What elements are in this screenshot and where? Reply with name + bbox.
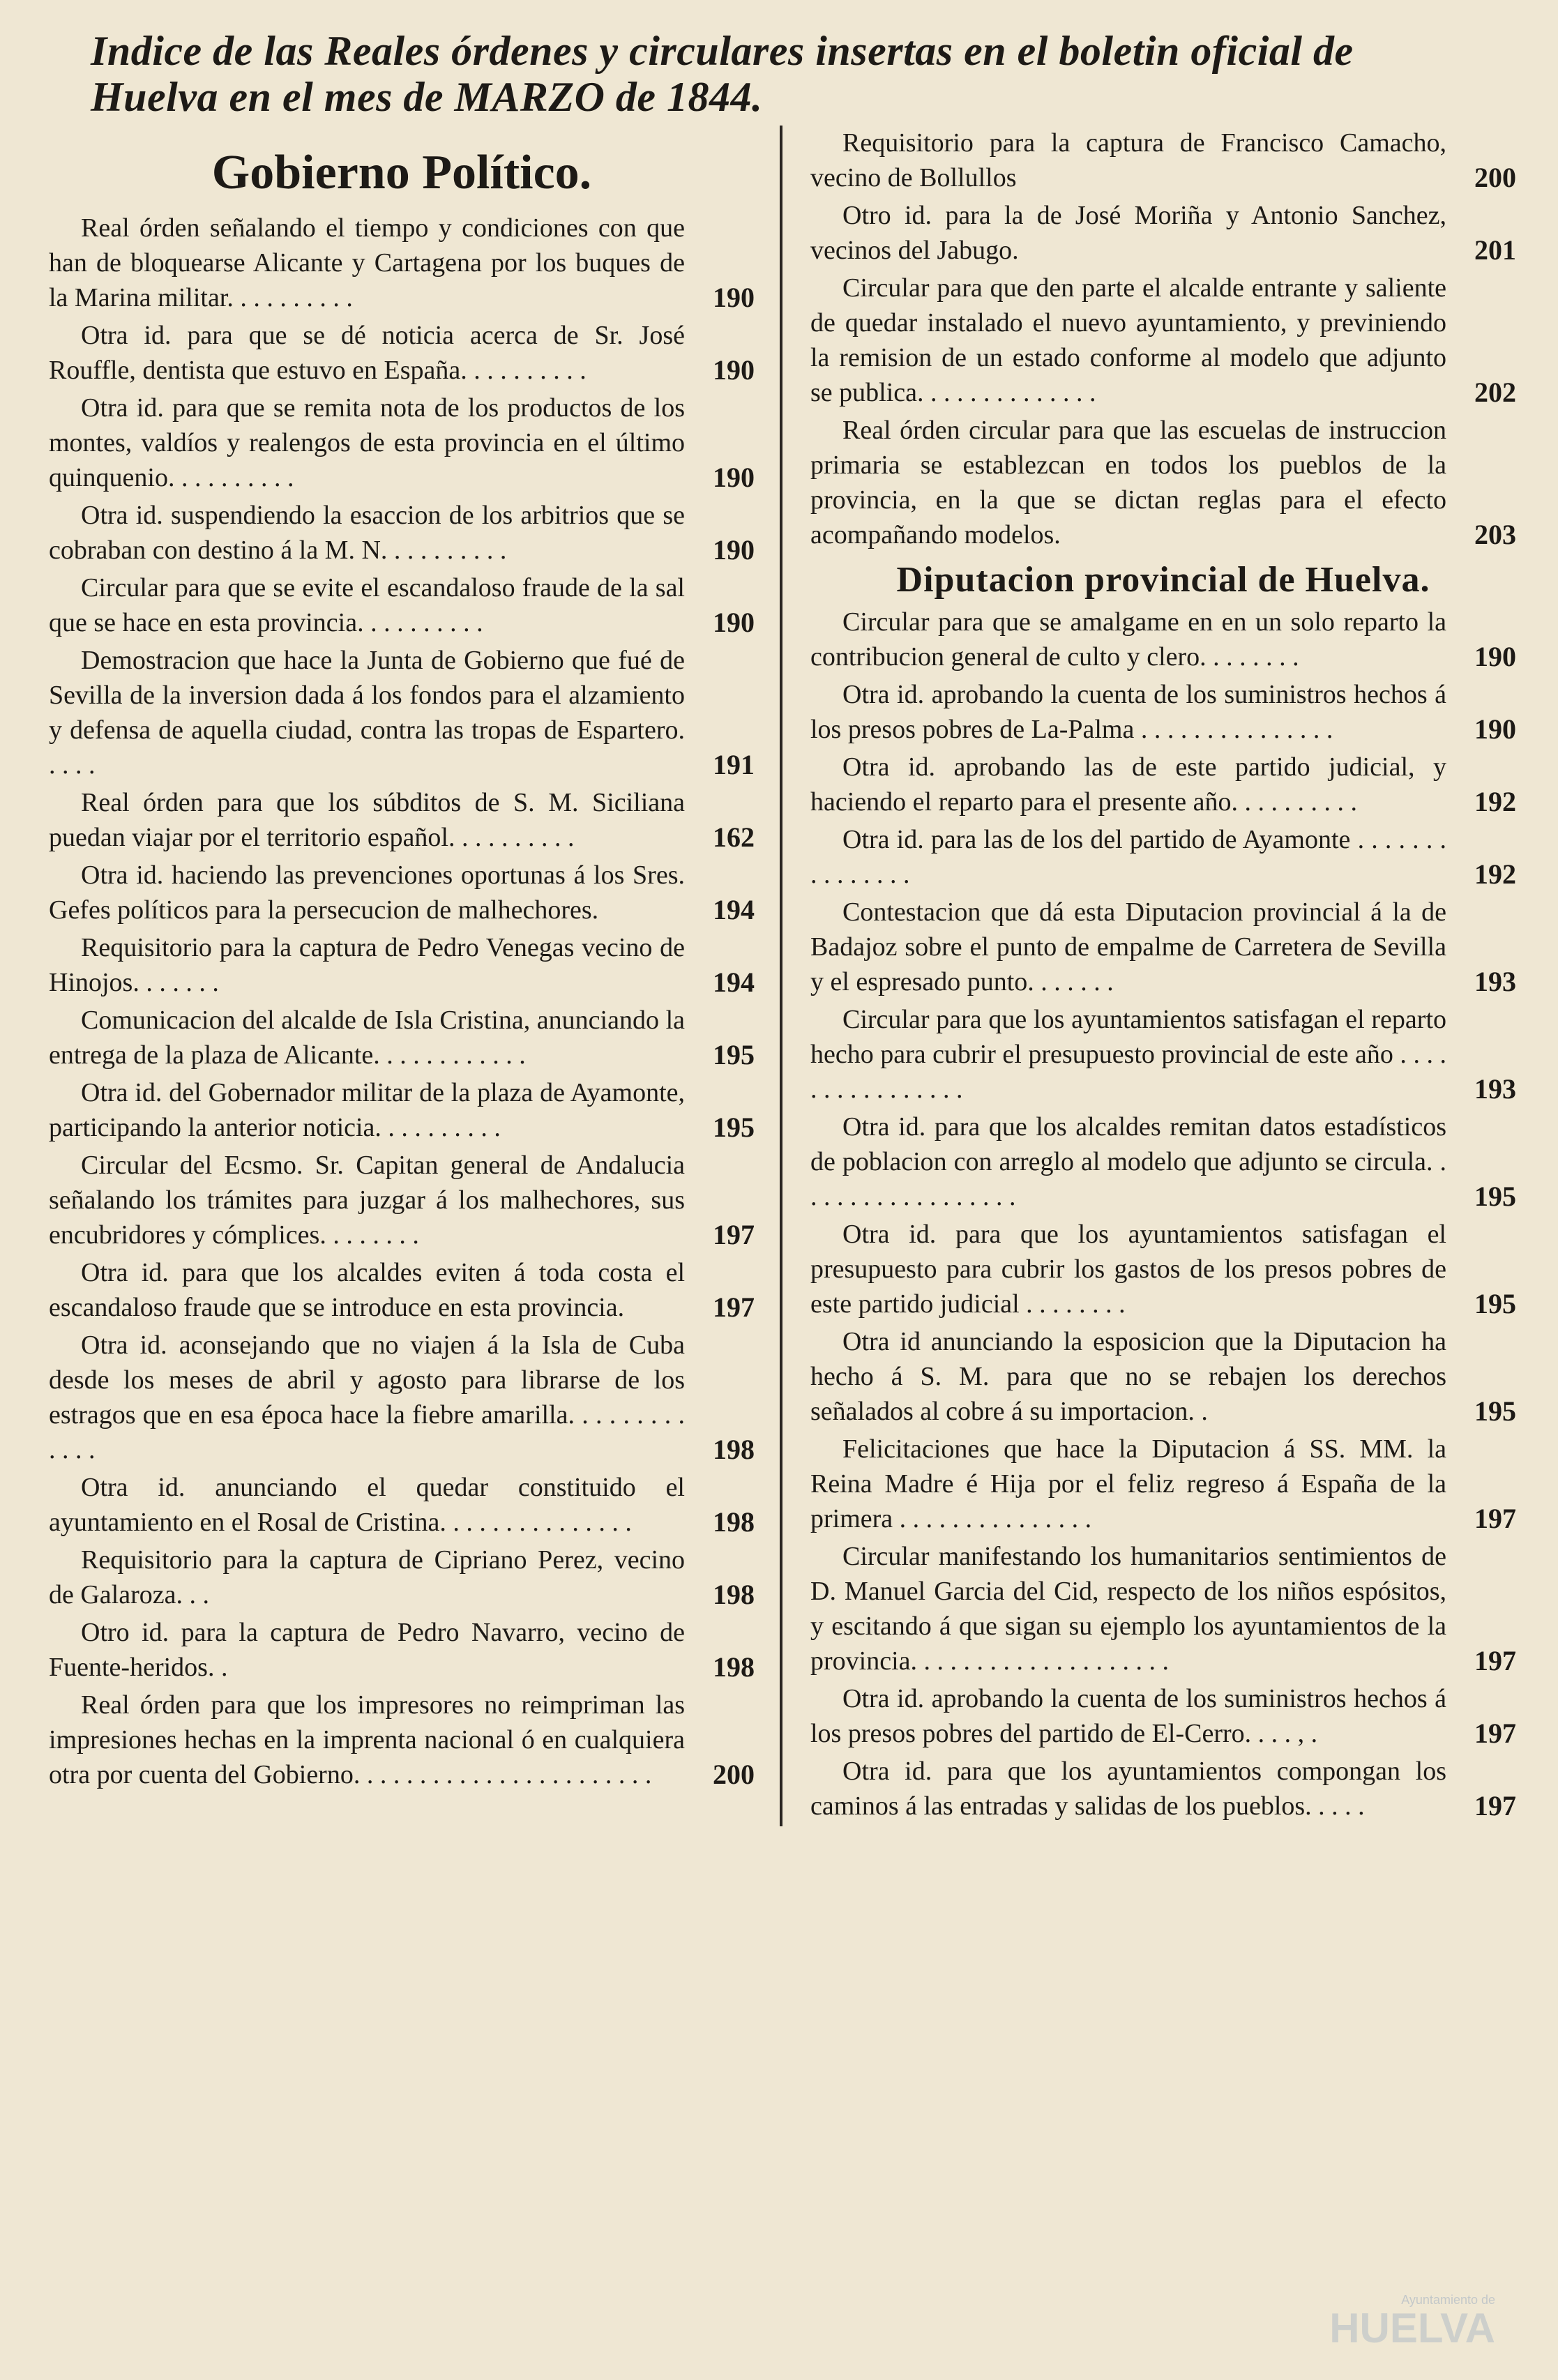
entry-page-number: 193 [1474, 1073, 1516, 1105]
entry-text: Circular para que los ayuntamientos satisfagan el reparto hecho para cubrir el presupuesto provincial de este año . . . . . . . . . . . . . . . . [810, 1005, 1446, 1104]
entry-text: Otra id. para que los alcaldes remitan datos estadísticos de poblacion con arreglo al modelo que adjunto se circula. . . . . . . . . . . . . . . . . . [810, 1112, 1446, 1211]
entry-text: Requisitorio para la captura de Cipriano Perez, vecino de Galaroza. . . [49, 1545, 685, 1609]
entry-text: Requisitorio para la captura de Pedro Venegas vecino de Hinojos. . . . . . . [49, 933, 685, 997]
entry-text: Otro id. para la de José Moriña y Antonio Sanchez, vecinos del Jabugo. [810, 201, 1446, 265]
entry-page-number: 162 [713, 821, 755, 853]
index-entry [810, 677, 1516, 747]
entry-page-number: 201 [1474, 234, 1516, 266]
entry-text: Circular manifestando los humanitarios sentimientos de D. Manuel Garcia del Cid, respecto de los niños espósitos, y escitando á que sigan su ejemplo los ayuntamientos de la provincia. . . . . . . . . . . . . . . . . . . . [810, 1542, 1446, 1676]
index-entry [49, 1615, 755, 1685]
entry-text: Otra id. para que los alcaldes eviten á toda costa el escandaloso fraude que se introduce en esta provincia. [49, 1258, 685, 1322]
entry-page-number: 192 [1474, 858, 1516, 890]
entry-text: Otra id. aprobando la cuenta de los suministros hechos á los presos pobres del partido de El-Cerro. . . . , . [810, 1684, 1446, 1748]
index-entry [49, 1148, 755, 1252]
entry-text: Demostracion que hace la Junta de Gobierno que fué de Sevilla de la inversion dada á los fondos para el alzamiento y defensa de aquella ciudad, contra las tropas de Espartero. . . . . [49, 646, 685, 780]
watermark-subtitle: Ayuntamiento de [1401, 2293, 1495, 2307]
index-list-diputacion [810, 605, 1516, 1824]
entry-page-number: 195 [1474, 1181, 1516, 1212]
entry-page-number: 197 [1474, 1503, 1516, 1534]
entry-text: Otra id. aprobando la cuenta de los suministros hechos á los presos pobres de La-Palma . . . . . . . . . . . . . . . [810, 680, 1446, 744]
entry-page-number: 192 [1474, 786, 1516, 817]
entry-text: Real órden señalando el tiempo y condiciones con que han de bloquearse Alicante y Cartagena por los buques de la Marina militar. . . . . . . . . . [49, 213, 685, 312]
entry-text: Comunicacion del alcalde de Isla Cristina, anunciando la entrega de la plaza de Alicante. . . . . . . . . . . . [49, 1006, 685, 1070]
entry-text: Real órden circular para que las escuelas de instruccion primaria se establezcan en todos los pueblos de la provincia, en la que se dictan reglas para el efecto acompañando modelos. [810, 416, 1446, 549]
index-entry [810, 413, 1516, 552]
left-column [49, 126, 782, 1826]
entry-text: Otra id. aprobando las de este partido judicial, y haciendo el reparto para el presente año. . . . . . . . . . [810, 752, 1446, 817]
index-entry [49, 391, 755, 495]
entry-page-number: 190 [713, 462, 755, 493]
index-entry [49, 930, 755, 1000]
index-entry [810, 750, 1516, 819]
index-entry [49, 1688, 755, 1792]
index-entry [49, 570, 755, 640]
index-entry [810, 605, 1516, 674]
entry-text: Otra id. suspendiendo la esaccion de los arbitrios que se cobraban con destino á la M. N. . . . . . . . . . [49, 501, 685, 565]
entry-page-number: 197 [713, 1291, 755, 1323]
document-title: Indice de las Reales órdenes y circulares insertas en el boletin oficial de Huelva en el mes de MARZO de 1844. [91, 28, 1354, 120]
entry-page-number: 203 [1474, 519, 1516, 550]
index-entry [49, 643, 755, 782]
entry-text: Otra id. aconsejando que no viajen á la Isla de Cuba desde los meses de abril y agosto para librarse de los estragos que en esa época hace la fiebre amarilla. . . . . . . . . . . . . [49, 1331, 685, 1464]
entry-text: Circular para que se amalgame en en un solo reparto la contribucion general de culto y clero. . . . . . . . [810, 607, 1446, 672]
entry-page-number: 198 [713, 1434, 755, 1465]
entry-text: Otra id. para las de los del partido de Ayamonte . . . . . . . . . . . . . . . [810, 825, 1446, 889]
index-entry [49, 1003, 755, 1072]
entry-page-number: 197 [713, 1219, 755, 1250]
entry-page-number: 198 [713, 1506, 755, 1538]
entry-text: Real órden para que los impresores no reimpriman las impresiones hechas en la imprenta nacional ó en cualquiera otra por cuenta del Gobierno. . . . . . . . . . . . . . . . . . . . . . . [49, 1690, 685, 1789]
index-entry [810, 1324, 1516, 1429]
entry-page-number: 190 [713, 282, 755, 313]
entry-page-number: 191 [713, 749, 755, 780]
entry-page-number: 190 [713, 354, 755, 386]
entry-text: Otra id. para que los ayuntamientos satisfagan el presupuesto para cubrir los gastos de los presos pobres de este partido judicial . . . . . . . . [810, 1220, 1446, 1319]
index-entry [810, 1002, 1516, 1107]
index-entry [810, 198, 1516, 268]
entry-text: Otra id. anunciando el quedar constituido el ayuntamiento en el Rosal de Cristina. . . . . . . . . . . . . . . [49, 1473, 685, 1537]
index-list-gobierno-continued [810, 126, 1516, 552]
index-list-gobierno [49, 211, 755, 1792]
index-entry [810, 271, 1516, 410]
section-heading-diputacion: Diputacion provincial de Huelva. [896, 560, 1430, 600]
index-entry [810, 1681, 1516, 1751]
index-entry [810, 126, 1516, 195]
entry-page-number: 202 [1474, 377, 1516, 408]
entry-text: Otra id. para que los ayuntamientos compongan los caminos á las entradas y salidas de los pueblos. . . . . [810, 1757, 1446, 1821]
index-entry [810, 1539, 1516, 1678]
entry-text: Contestacion que dá esta Diputacion provincial á la de Badajoz sobre el punto de empalme de Carretera de Sevilla y el espresado punto. . . . . . . [810, 897, 1446, 996]
entry-text: Circular del Ecsmo. Sr. Capitan general de Andalucia señalando los trámites para juzgar á los malhechores, sus encubridores y cómplices. . . . . . . . [49, 1151, 685, 1250]
right-column [810, 126, 1516, 1826]
entry-page-number: 190 [713, 534, 755, 566]
entry-text: Otro id. para la captura de Pedro Navarro, vecino de Fuente-heridos. . [49, 1618, 685, 1682]
entry-page-number: 190 [1474, 713, 1516, 745]
entry-page-number: 197 [1474, 1718, 1516, 1749]
entry-text: Felicitaciones que hace la Diputacion á SS. MM. la Reina Madre é Hija por el feliz regreso á España de la primera . . . . . . . . . . . . . . . [810, 1434, 1446, 1533]
index-entry [810, 1432, 1516, 1536]
entry-page-number: 198 [713, 1651, 755, 1683]
entry-page-number: 197 [1474, 1790, 1516, 1821]
entry-page-number: 194 [713, 967, 755, 998]
index-entry [49, 498, 755, 568]
index-entry [810, 822, 1516, 892]
index-entry [49, 1543, 755, 1612]
two-column-index [49, 126, 1516, 1826]
entry-text: Circular para que den parte el alcalde entrante y saliente de quedar instalado el nuevo ayuntamiento, y previniendo la remision de un estado conforme al modelo que adjunto se publica. . . . . . . . . . . . . . [810, 273, 1446, 407]
entry-page-number: 195 [1474, 1288, 1516, 1319]
index-entry [49, 1075, 755, 1145]
index-entry [49, 785, 755, 855]
index-entry [49, 1328, 755, 1467]
index-entry [49, 211, 755, 315]
watermark-logo: HUELVA [1329, 2305, 1495, 2351]
entry-page-number: 195 [713, 1039, 755, 1070]
entry-text: Otra id. haciendo las prevenciones oportunas á los Sres. Gefes políticos para la persecucion de malhechores. [49, 861, 685, 925]
entry-page-number: 194 [713, 894, 755, 925]
index-entry [49, 318, 755, 388]
index-entry [810, 1109, 1516, 1214]
entry-page-number: 198 [713, 1579, 755, 1610]
entry-text: Otra id. del Gobernador militar de la plaza de Ayamonte, participando la anterior noticia. . . . . . . . . . [49, 1078, 685, 1142]
entry-text: Requisitorio para la captura de Francisco Camacho, vecino de Bollullos [810, 128, 1446, 192]
entry-page-number: 200 [1474, 162, 1516, 193]
index-entry [49, 858, 755, 927]
entry-page-number: 190 [713, 607, 755, 638]
entry-text: Otra id. para que se dé noticia acerca de Sr. José Rouffle, dentista que estuvo en España. . . . . . . . . . [49, 321, 685, 385]
entry-text: Otra id. para que se remita nota de los productos de los montes, valdíos y realengos de esta provincia en el último quinquenio. . . . . . . . . . [49, 393, 685, 492]
index-entry [810, 1217, 1516, 1321]
entry-text: Otra id anunciando la esposicion que la Diputacion ha hecho á S. M. para que no se rebajen los derechos señalados al cobre á su importacion. . [810, 1327, 1446, 1426]
entry-page-number: 195 [713, 1112, 755, 1143]
entry-text: Real órden para que los súbditos de S. M. Siciliana puedan viajar por el territorio español. . . . . . . . . . [49, 788, 685, 852]
entry-page-number: 190 [1474, 641, 1516, 672]
entry-page-number: 197 [1474, 1645, 1516, 1676]
entry-text: Circular para que se evite el escandaloso fraude de la sal que se hace en esta provincia. . . . . . . . . . [49, 573, 685, 637]
index-entry [810, 1754, 1516, 1824]
index-entry [810, 895, 1516, 999]
index-entry [49, 1470, 755, 1540]
entry-page-number: 193 [1474, 966, 1516, 997]
section-heading-gobierno: Gobierno Político. [211, 146, 592, 199]
entry-page-number: 195 [1474, 1395, 1516, 1427]
entry-page-number: 200 [713, 1759, 755, 1790]
index-entry [49, 1255, 755, 1325]
